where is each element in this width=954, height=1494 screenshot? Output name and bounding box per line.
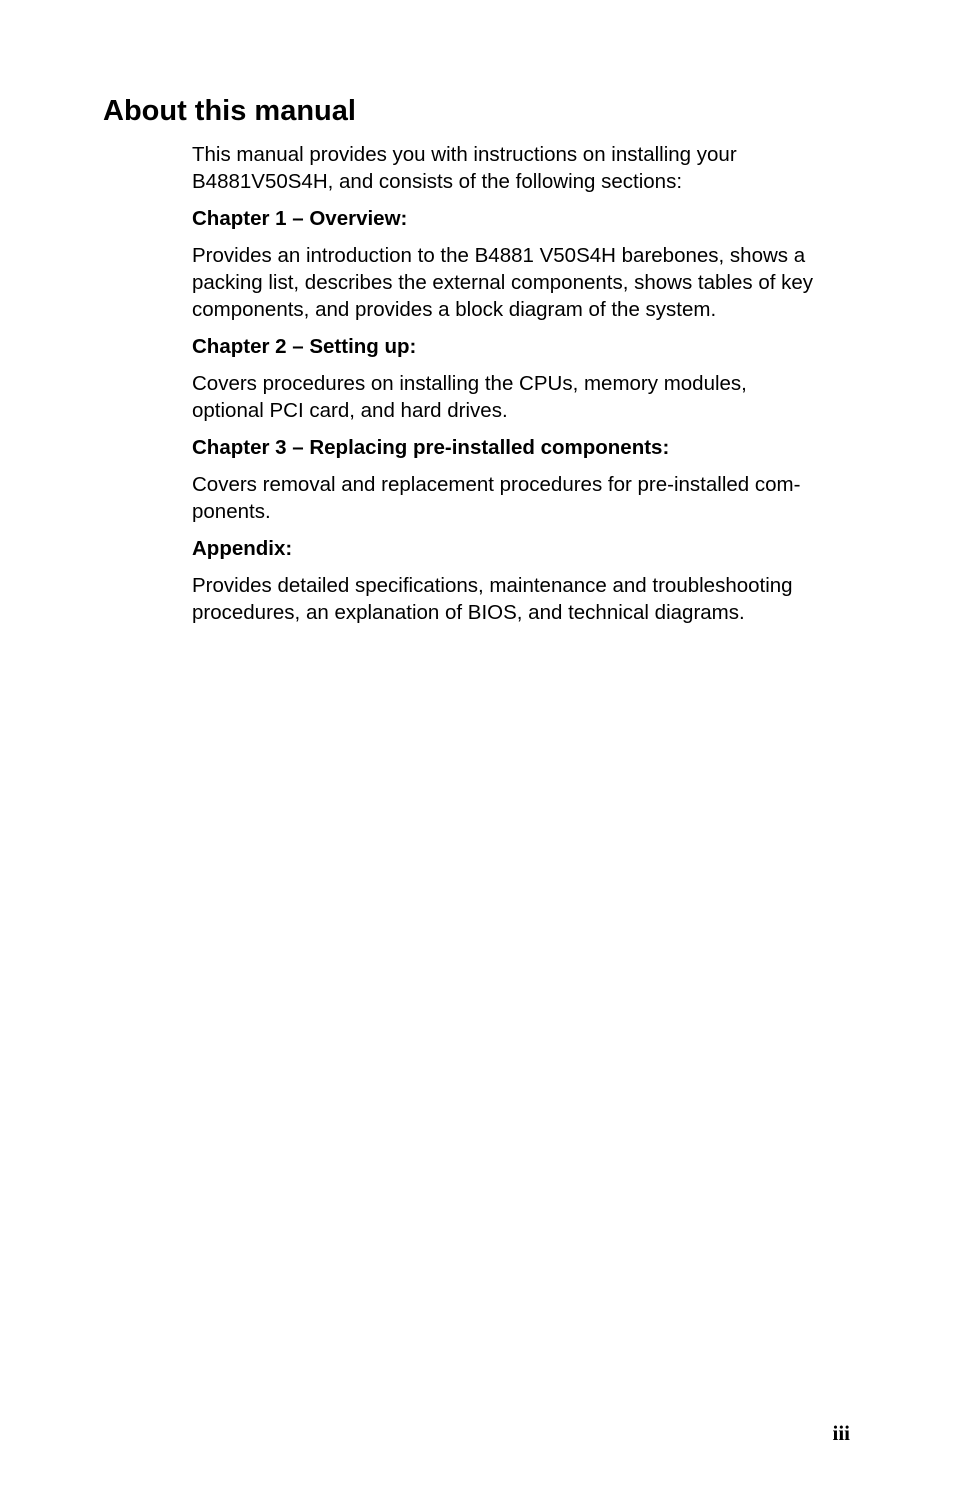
intro-line: This manual provides you with instructions on installing your bbox=[192, 143, 737, 166]
text-line: optional PCI card, and hard drives. bbox=[192, 399, 508, 422]
text-line: components, and provides a block diagram of the system. bbox=[192, 298, 717, 321]
manual-content bbox=[192, 141, 852, 636]
section-heading-chapter-1: Chapter 1 – Overview: bbox=[192, 207, 408, 230]
section-heading-appendix: Appendix: bbox=[192, 537, 293, 560]
text-line: procedures, an explanation of BIOS, and technical diagrams. bbox=[192, 601, 745, 624]
text-line: Provides an introduction to the B4881 V50S4H barebones, shows a bbox=[192, 244, 806, 267]
section-heading-chapter-2: Chapter 2 – Setting up: bbox=[192, 335, 417, 358]
intro-line: B4881V50S4H, and consists of the following sections: bbox=[192, 170, 683, 193]
page-title: About this manual bbox=[103, 95, 356, 127]
text-line: Covers procedures on installing the CPUs, memory modules, bbox=[192, 372, 747, 395]
intro-paragraph bbox=[192, 141, 852, 195]
text-line: packing list, describes the external components, shows tables of key bbox=[192, 271, 814, 294]
text-line: Covers removal and replacement procedures for pre-installed com- bbox=[192, 473, 801, 496]
section-text-chapter-3 bbox=[192, 471, 852, 525]
page-number: iii bbox=[832, 1421, 850, 1445]
section-heading-chapter-3: Chapter 3 – Replacing pre-installed components: bbox=[192, 436, 670, 459]
section-text-chapter-1 bbox=[192, 242, 852, 323]
section-text-appendix bbox=[192, 572, 852, 626]
text-line: ponents. bbox=[192, 500, 271, 523]
text-line: Provides detailed specifications, maintenance and troubleshooting bbox=[192, 574, 793, 597]
section-text-chapter-2 bbox=[192, 370, 852, 424]
